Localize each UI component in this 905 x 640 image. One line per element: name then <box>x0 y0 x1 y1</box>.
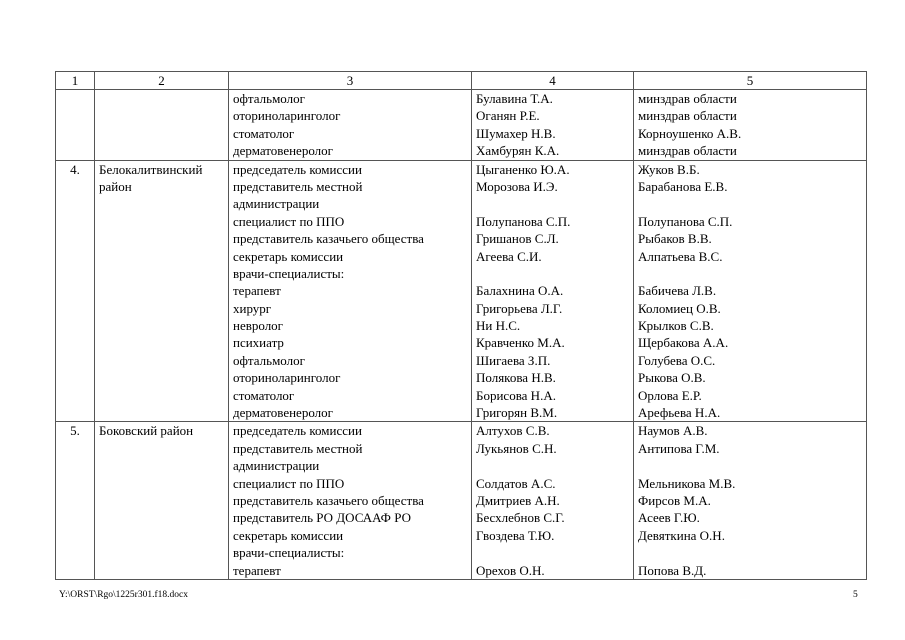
member-line: Полупанова С.П. <box>476 213 571 229</box>
member-line: Кравченко М.А. <box>476 335 565 351</box>
role-line: офтальмолог <box>233 352 305 368</box>
header-col-1: 1 <box>56 72 95 90</box>
reserve-line: Алпатьева В.С. <box>638 248 723 264</box>
reserve-line: минздрав области <box>638 108 737 124</box>
member-line <box>476 265 629 282</box>
reserve-line: Корноушенко А.В. <box>638 125 742 141</box>
header-col-2: 2 <box>95 72 229 90</box>
role-line: представитель местной <box>233 440 363 456</box>
member-line: Балахнина О.А. <box>476 283 564 299</box>
role-line: терапевт <box>233 562 281 578</box>
member-line: Солдатов А.С. <box>476 475 556 491</box>
role-line: оториноларинголог <box>233 370 341 386</box>
role-line: специалист по ППО <box>233 213 345 229</box>
member-line: Морозова И.Э. <box>476 178 558 194</box>
member-line: Гришанов С.Л. <box>476 231 559 247</box>
role-cell <box>229 160 472 422</box>
reserve-line: Наумов А.В. <box>638 423 708 439</box>
member-line: Хамбурян К.А. <box>476 143 560 159</box>
role-line: председатель комиссии <box>233 423 362 439</box>
district-cell <box>95 422 229 580</box>
district-cell <box>95 90 229 161</box>
member-line: Агеева С.И. <box>476 248 542 264</box>
reserve-line: Голубева О.С. <box>638 352 716 368</box>
reserve-line: Щербакова А.А. <box>638 335 729 351</box>
role-line: терапевт <box>233 283 281 299</box>
member-line: Гвоздева Т.Ю. <box>476 527 555 543</box>
role-line: представитель казачьего общества <box>233 231 424 247</box>
reserve-line: Жуков В.Б. <box>638 161 700 177</box>
member-line: Дмитриев А.Н. <box>476 492 560 508</box>
reserve-line: Рыбаков В.В. <box>638 231 712 247</box>
row-number: 4. <box>56 160 95 422</box>
role-cell <box>229 90 472 161</box>
reserve-line: Коломиец О.В. <box>638 300 721 316</box>
row-number <box>56 90 95 161</box>
member-line: Булавина Т.А. <box>476 91 553 106</box>
member-line: Орехов О.Н. <box>476 562 545 578</box>
role-line: администрации <box>233 196 320 212</box>
role-cell <box>229 422 472 580</box>
role-line: психиатр <box>233 335 284 351</box>
member-line: Бесхлебнов С.Г. <box>476 510 565 526</box>
reserve-line <box>638 265 862 282</box>
reserve-line: Фирсов М.А. <box>638 492 711 508</box>
member-line: Борисова Н.А. <box>476 387 556 403</box>
role-line: секретарь комиссии <box>233 527 344 543</box>
reserve-line <box>638 544 862 561</box>
reserve-line: Асеев Г.Ю. <box>638 510 700 526</box>
member-line: Цыганенко Ю.А. <box>476 161 570 177</box>
reserve-cell <box>634 90 867 161</box>
role-line: председатель комиссии <box>233 161 362 177</box>
reserve-line: Мельникова М.В. <box>638 475 736 491</box>
member-cell <box>472 422 634 580</box>
reserve-line: минздрав области <box>638 143 737 159</box>
reserve-line: Попова В.Д. <box>638 562 707 578</box>
reserve-line: Арефьева Н.А. <box>638 405 721 421</box>
role-line: врачи-специалисты: <box>233 265 345 281</box>
member-line: Григорян В.М. <box>476 405 558 421</box>
reserve-line: Девяткина О.Н. <box>638 527 725 543</box>
member-line: Ни Н.С. <box>476 318 521 334</box>
reserve-line: Полупанова С.П. <box>638 213 733 229</box>
role-line: оториноларинголог <box>233 108 341 124</box>
header-row <box>56 72 867 90</box>
member-line: Полякова Н.В. <box>476 370 556 386</box>
member-cell <box>472 90 634 161</box>
role-line: специалист по ППО <box>233 475 345 491</box>
role-line: стоматолог <box>233 387 295 403</box>
reserve-cell <box>634 422 867 580</box>
reserve-line <box>638 195 862 212</box>
role-line: администрации <box>233 458 320 474</box>
table-row <box>56 90 867 161</box>
member-line: Алтухов С.В. <box>476 423 550 439</box>
header-col-4: 4 <box>472 72 634 90</box>
reserve-line: Антипова Г.М. <box>638 440 720 456</box>
district-line: Белокалитвинский <box>99 161 203 177</box>
reserve-line: Барабанова Е.В. <box>638 178 728 194</box>
role-line: хирург <box>233 300 272 316</box>
role-line: представитель местной <box>233 178 363 194</box>
role-line: секретарь комиссии <box>233 248 344 264</box>
reserve-line: минздрав области <box>638 91 737 106</box>
role-line: дерматовенеролог <box>233 143 333 159</box>
member-line: Григорьева Л.Г. <box>476 300 563 316</box>
member-line <box>476 457 629 474</box>
role-line: представитель казачьего общества <box>233 492 424 508</box>
role-line: врачи-специалисты: <box>233 545 345 561</box>
header-col-5: 5 <box>634 72 867 90</box>
table-body <box>56 90 867 580</box>
reserve-cell <box>634 160 867 422</box>
table-row <box>56 422 867 580</box>
district-line: Боковский район <box>99 423 194 439</box>
member-line: Шигаева З.П. <box>476 352 551 368</box>
page-number: 5 <box>853 590 858 600</box>
reserve-line: Орлова Е.Р. <box>638 387 702 403</box>
member-cell <box>472 160 634 422</box>
member-line <box>476 195 629 212</box>
commission-table <box>55 71 867 580</box>
member-line: Оганян Р.Е. <box>476 108 540 124</box>
district-line: район <box>99 178 132 194</box>
table-row <box>56 160 867 422</box>
reserve-line: Крылков С.В. <box>638 318 714 334</box>
reserve-line <box>638 457 862 474</box>
role-line: офтальмолог <box>233 91 305 106</box>
role-line: невролог <box>233 318 284 334</box>
header-col-3: 3 <box>229 72 472 90</box>
role-line: стоматолог <box>233 125 295 141</box>
reserve-line: Рыкова О.В. <box>638 370 706 386</box>
member-line: Лукьянов С.Н. <box>476 440 557 456</box>
member-line: Шумахер Н.В. <box>476 125 556 141</box>
role-line: дерматовенеролог <box>233 405 333 421</box>
file-path: Y:\ORST\Rgo\1225r301.f18.docx <box>59 590 188 600</box>
row-number: 5. <box>56 422 95 580</box>
district-cell <box>95 160 229 422</box>
member-line <box>476 544 629 561</box>
role-line: представитель РО ДОСААФ РО <box>233 510 411 526</box>
reserve-line: Бабичева Л.В. <box>638 283 717 299</box>
